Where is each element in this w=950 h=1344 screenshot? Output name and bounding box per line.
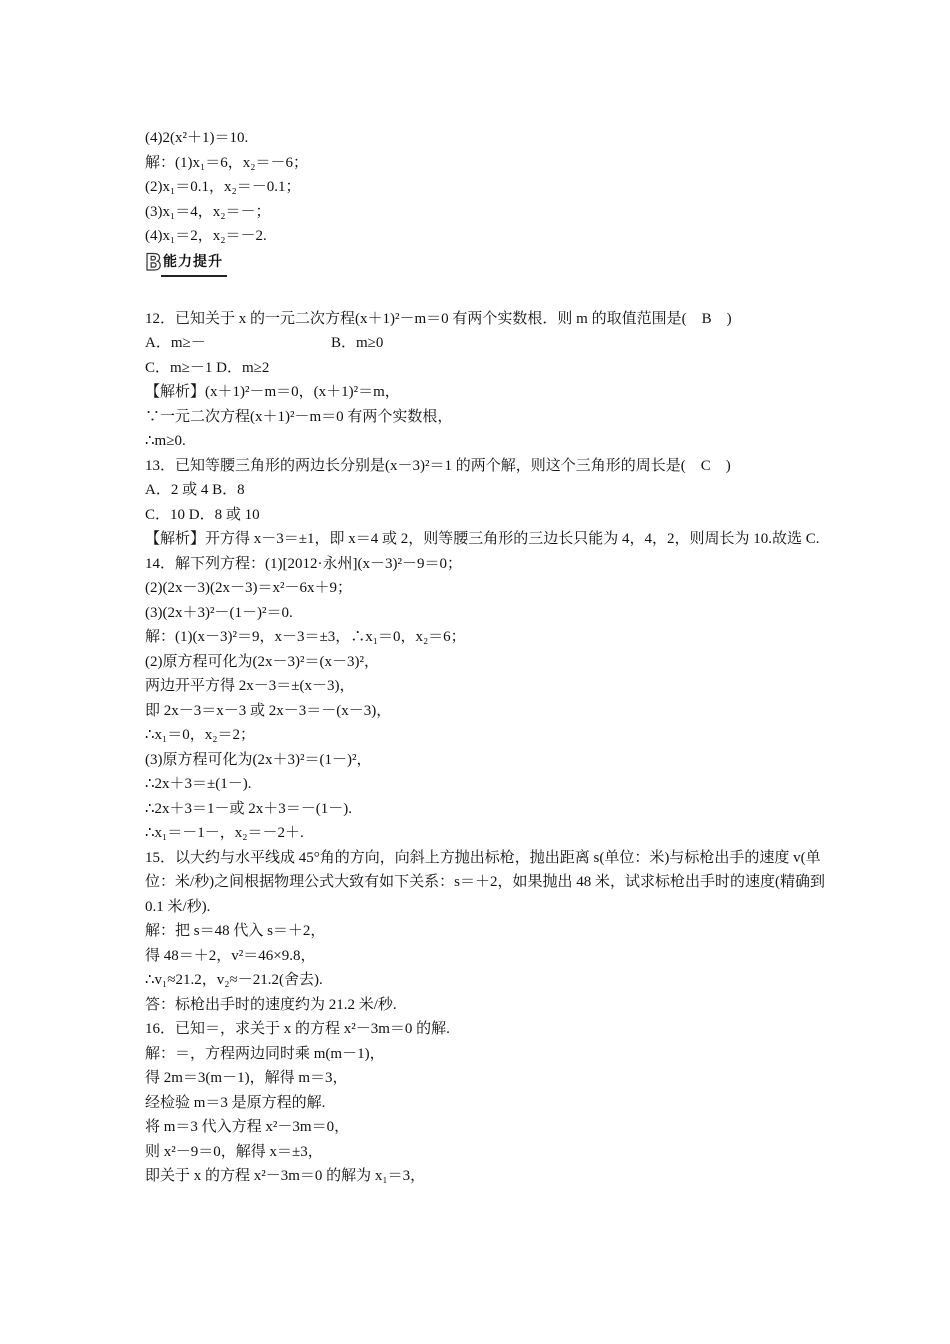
question-13-options-cd: C．10 D．8 或 10 [145,506,260,523]
question-14-line: (3)原方程可化为(2x＋3)²＝(1－)²， [145,751,372,768]
section-badge-letter: B [145,250,162,276]
question-14-line: 两边开平方得 2x－3＝±(x－3)， [145,678,355,694]
question-13-stem: 13．已知等腰三角形的两边长分别是(x－3)²＝1 的两个解，则这个三角形的周长是( C ) [145,457,731,474]
analysis-line: ∵一元二次方程(x＋1)²－m＝0 有两个实数根， [145,408,453,425]
question-14-line: 解：(1)(x－3)²＝9，x－3＝±3，∴x₁＝0，x₂＝6； [145,629,466,645]
question-12-stem: 12．已知关于 x 的一元二次方程(x＋1)²－m＝0 有两个实数根．则 m 的取值范围是( B ) [145,310,732,327]
section-badge [145,251,227,277]
question-15-stem: 15．以大约与水平线成 45°角的方向，向斜上方抛出标枪，抛出距离 s(单位：米)与标枪出手的速度 v(单位：米/秒)之间根据物理公式大致有如下关系：s＝＋2，如果抛出 48 米，试求标枪出手时的速度(精确到 0.1 米/秒). [145,849,825,915]
question-15-solution-line: 得 48＝＋2，v²＝46×9.8， [145,947,316,964]
option-a: A．m≥－ [145,335,206,351]
question-16-line: 则 x²－9＝0，解得 x＝±3， [145,1143,323,1160]
question-16-line: 将 m＝3 代入方程 x²－3m＝0， [145,1119,350,1135]
question-14-line: ∴x₁＝0，x₂＝2； [145,727,256,743]
question-14-line: (3)(2x＋3)²－(1－)²＝0. [145,604,293,621]
question-16-line: 得 2m＝3(m－1)，解得 m＝3， [145,1070,348,1086]
document-page [145,126,825,1189]
question-14-line: (2)原方程可化为(2x－3)²＝(x－3)²， [145,653,379,670]
question-16-line: 解：＝，方程两边同时乘 m(m－1)， [145,1045,385,1062]
text-line: (4)x₁＝2，x₂＝－2. [145,228,267,244]
spacer [145,287,825,307]
question-14-line: ∴x₁＝－1－，x₂＝－2＋. [145,825,304,841]
question-14-line: 即 2x－3＝x－3 或 2x－3＝－(x－3)， [145,702,392,719]
question-15-solution-line: 答：标枪出手时的速度约为 21.2 米/秒. [145,996,397,1013]
text-line: (2)x₁＝0.1，x₂＝－0.1； [145,179,301,195]
question-15-solution-line: 解：把 s＝48 代入 s＝＋2， [145,923,326,939]
text-line: 解：(1)x₁＝6，x₂＝－6； [145,154,308,171]
question-12-options-cd: C．m≥－1 D．m≥2 [145,359,270,376]
question-16-line: 即关于 x 的方程 x²－3m＝0 的解为 x₁＝3， [145,1168,426,1184]
question-14-line: ∴2x＋3＝±(1－). [145,776,252,792]
question-13-analysis: 【解析】开方得 x－3＝±1，即 x＝4 或 2，则等腰三角形的三边长只能为 4，4，2，则周长为 10.故选 C. [145,531,820,547]
analysis-line: ∴m≥0. [145,433,186,449]
section-badge-label: 能力提升 [161,250,227,278]
question-14-line: 14．解下列方程：(1)[2012·永州](x－3)²－9＝0； [145,555,462,572]
analysis-line: 【解析】(x＋1)²－m＝0，(x＋1)²＝m， [145,384,400,400]
option-b: B．m≥0 [331,335,384,351]
question-15-solution-line: ∴v₁≈21.2，v₂≈－21.2(舍去). [145,972,323,988]
question-16-line: 16．已知＝，求关于 x 的方程 x²－3m＝0 的解. [145,1021,450,1037]
question-14-line: (2)(2x－3)(2x－3)＝x²－6x＋9； [145,580,352,596]
question-16-line: 经检验 m＝3 是原方程的解. [145,1094,326,1111]
text-line: (4)2(x²＋1)＝10. [145,130,249,146]
text-line: (3)x₁＝4，x₂＝－； [145,203,271,220]
question-13-options-ab: A．2 或 4 B．8 [145,482,245,498]
question-12-options-ab [145,331,825,356]
question-14-line: ∴2x＋3＝1－或 2x＋3＝－(1－). [145,800,353,817]
